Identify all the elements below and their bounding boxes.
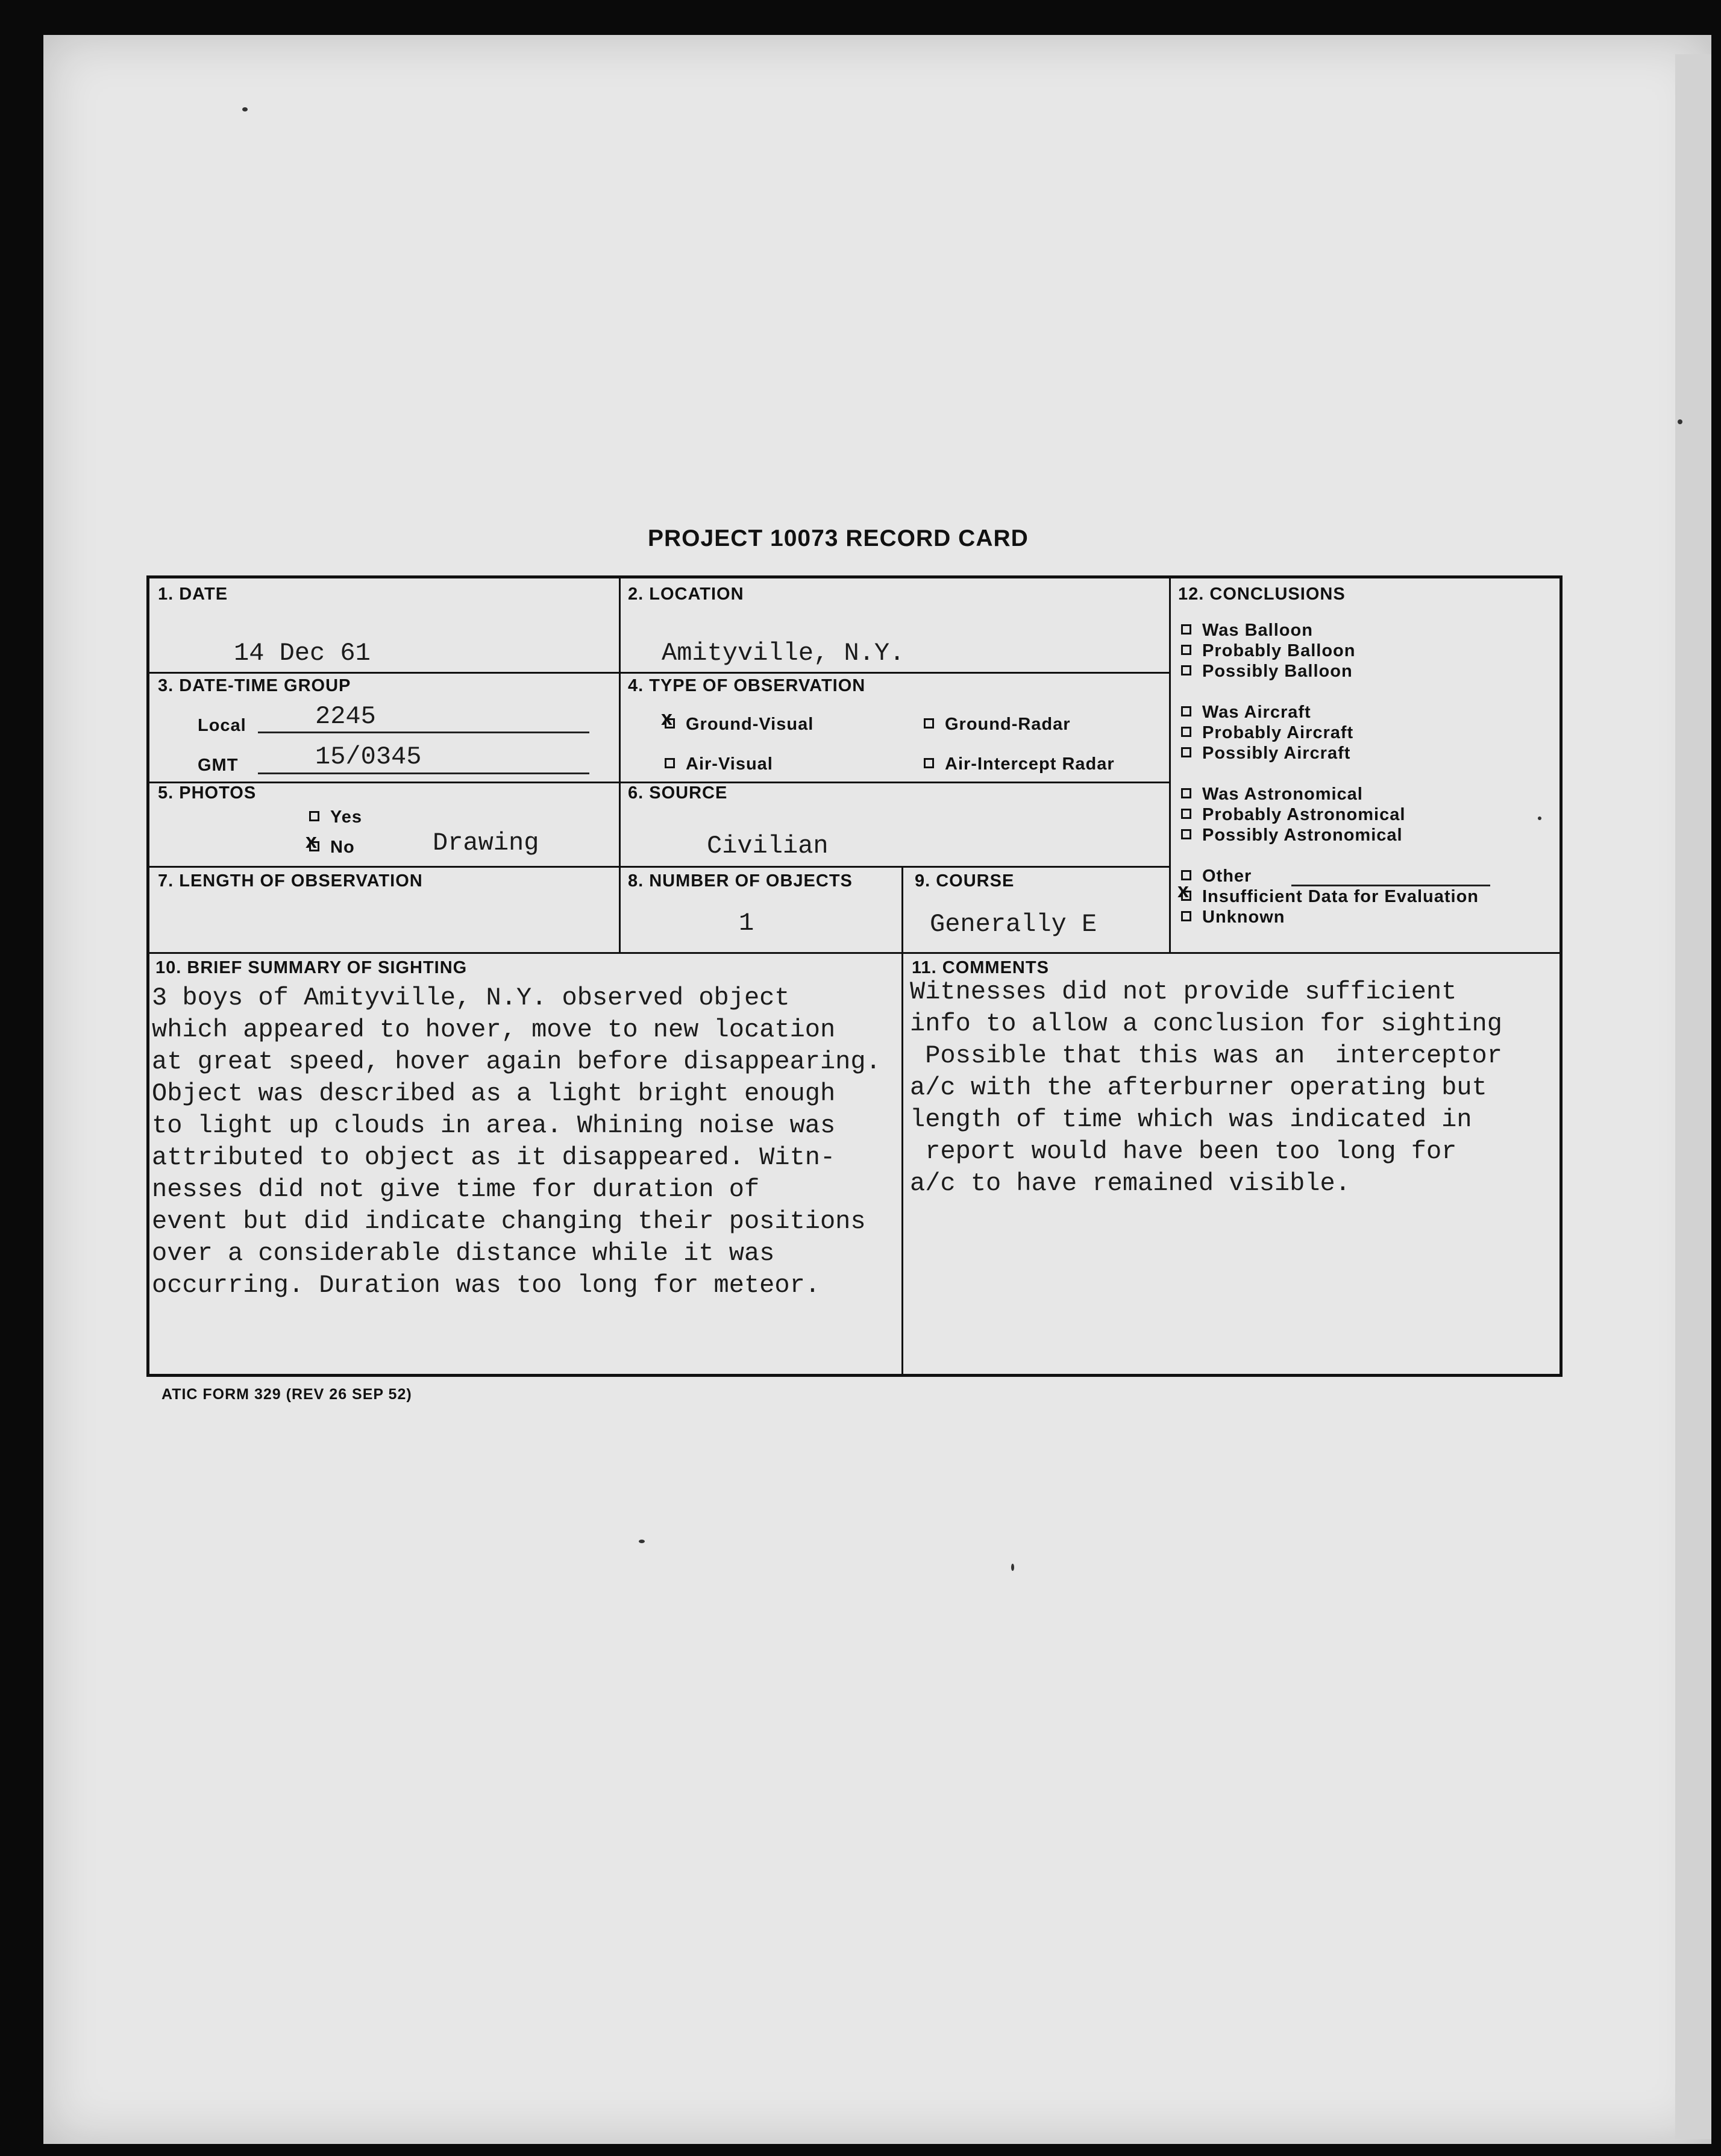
course-value: Generally E — [930, 910, 1097, 939]
date-label: 1. DATE — [158, 584, 228, 604]
gmt-underline — [258, 772, 589, 774]
conclusion-label: Was Astronomical — [1202, 785, 1363, 804]
conclusion-label: Probably Astronomical — [1202, 805, 1406, 824]
photos-label: 5. PHOTOS — [158, 783, 257, 803]
rule-row4 — [149, 952, 1560, 954]
rule-col3 — [901, 866, 903, 953]
option-label: Air-Visual — [686, 754, 773, 774]
photos-yes — [309, 807, 362, 827]
conclusion-option-other — [1181, 866, 1252, 886]
dust-speck — [242, 107, 248, 111]
source-value: Civilian — [707, 832, 829, 860]
local-value: 2245 — [315, 702, 376, 731]
conclusion-label: Was Balloon — [1202, 621, 1313, 640]
rule-row1 — [149, 672, 1170, 674]
dust-speck — [639, 1540, 645, 1543]
record-card — [146, 575, 1563, 1377]
summary-line: which appeared to hover, move to new location — [152, 1015, 836, 1044]
number-of-objects-label: 8. NUMBER OF OBJECTS — [628, 871, 853, 891]
checkbox-icon — [665, 718, 675, 729]
option-air-intercept-radar — [924, 754, 1115, 774]
conclusion-option — [1181, 785, 1363, 804]
checkbox-icon — [1181, 891, 1191, 901]
dust-speck — [1011, 1564, 1014, 1571]
conclusion-label: Probably Aircraft — [1202, 723, 1354, 742]
date-value: 14 Dec 61 — [234, 639, 371, 668]
location-label: 2. LOCATION — [628, 584, 744, 604]
checkbox-icon — [1181, 747, 1191, 757]
rule-col1 — [619, 578, 621, 953]
summary-line: to light up clouds in area. Whining noise was — [152, 1111, 836, 1140]
checkbox-icon — [309, 811, 319, 821]
conclusion-label: Probably Balloon — [1202, 641, 1356, 660]
option-ground-radar — [924, 715, 1071, 735]
date-time-group-label: 3. DATE-TIME GROUP — [158, 676, 351, 695]
comments-line: Possible that this was an interceptor — [910, 1041, 1502, 1070]
option-label: Ground-Visual — [686, 715, 814, 734]
conclusion-label: Possibly Aircraft — [1202, 744, 1351, 763]
summary-line: attributed to object as it disappeared. Witn- — [152, 1143, 836, 1172]
checkbox-icon — [1181, 809, 1191, 819]
conclusions-label: 12. CONCLUSIONS — [1178, 584, 1346, 604]
card-title: PROJECT 10073 RECORD CARD — [648, 525, 1029, 551]
number-of-objects-value: 1 — [739, 909, 754, 938]
checkbox-icon — [1181, 706, 1191, 716]
comments-label: 11. COMMENTS — [912, 958, 1049, 977]
checkbox-icon — [1181, 788, 1191, 798]
summary-line: over a considerable distance while it was — [152, 1239, 775, 1268]
conclusion-option — [1181, 744, 1350, 763]
checkbox-icon — [665, 758, 675, 768]
summary-line: event but did indicate changing their positions — [152, 1207, 866, 1236]
conclusion-option — [1181, 662, 1353, 682]
checkbox-icon — [924, 718, 934, 729]
conclusion-label: Unknown — [1202, 907, 1285, 927]
course-label: 9. COURSE — [915, 871, 1015, 891]
conclusion-label: Was Aircraft — [1202, 703, 1311, 722]
conclusion-option-insufficient — [1181, 887, 1479, 907]
photos-note: Drawing — [433, 829, 539, 857]
conclusion-label: Possibly Astronomical — [1202, 826, 1403, 845]
checkbox-icon — [1181, 665, 1191, 675]
conclusion-label: Possibly Balloon — [1202, 662, 1353, 681]
other-underline — [1291, 885, 1490, 886]
photos-no — [309, 838, 355, 857]
option-label: Air-Intercept Radar — [945, 754, 1115, 774]
summary-line: at great speed, hover again before disappearing. — [152, 1047, 881, 1076]
comments-line: a/c with the afterburner operating but — [910, 1073, 1487, 1102]
checkbox-icon — [1181, 727, 1191, 737]
comments-line: length of time which was indicated in — [910, 1105, 1472, 1134]
conclusion-option — [1181, 805, 1405, 825]
rule-col-comments — [901, 952, 903, 1374]
conclusion-option — [1181, 907, 1285, 927]
checkbox-icon — [309, 841, 319, 851]
conclusion-label: Other — [1202, 866, 1252, 886]
source-label: 6. SOURCE — [628, 783, 728, 803]
summary-line: 3 boys of Amityville, N.Y. observed object — [152, 983, 790, 1012]
dust-speck — [1678, 419, 1682, 424]
conclusion-option — [1181, 621, 1313, 641]
summary-line: nesses did not give time for duration of — [152, 1175, 760, 1204]
local-label: Local — [198, 716, 246, 735]
summary-line: Object was described as a light bright enough — [152, 1079, 836, 1108]
comments-line: report would have been too long for — [910, 1137, 1457, 1166]
checkbox-icon — [924, 758, 934, 768]
comments-line: Witnesses did not provide sufficient — [910, 977, 1457, 1006]
conclusion-option — [1181, 703, 1311, 722]
comments-line: info to allow a conclusion for sighting — [910, 1009, 1502, 1038]
option-ground-visual — [665, 715, 813, 735]
type-of-observation-label: 4. TYPE OF OBSERVATION — [628, 676, 866, 695]
conclusion-label: Insufficient Data for Evaluation — [1202, 887, 1479, 906]
photos-yes-label: Yes — [330, 807, 362, 827]
paper-edge — [1675, 54, 1711, 2139]
conclusion-option — [1181, 826, 1403, 845]
conclusion-option — [1181, 723, 1353, 743]
checkbox-icon — [1181, 624, 1191, 635]
location-value: Amityville, N.Y. — [662, 639, 905, 668]
summary-line: occurring. Duration was too long for meteor. — [152, 1271, 820, 1300]
form-number: ATIC FORM 329 (REV 26 SEP 52) — [161, 1386, 412, 1403]
option-label: Ground-Radar — [945, 715, 1071, 734]
photos-no-label: No — [330, 838, 355, 857]
gmt-label: GMT — [198, 756, 239, 775]
summary-text — [152, 982, 881, 1302]
checkbox-icon — [1181, 829, 1191, 839]
rule-col2 — [1169, 578, 1171, 953]
comments-text — [910, 976, 1502, 1200]
option-air-visual — [665, 754, 773, 774]
length-of-observation-label: 7. LENGTH OF OBSERVATION — [158, 871, 423, 891]
rule-row3 — [149, 866, 1170, 868]
comments-line: a/c to have remained visible. — [910, 1169, 1350, 1198]
local-underline — [258, 732, 589, 733]
conclusion-option — [1181, 641, 1355, 661]
checkbox-icon — [1181, 645, 1191, 655]
summary-label: 10. BRIEF SUMMARY OF SIGHTING — [155, 958, 468, 977]
gmt-value: 15/0345 — [315, 742, 422, 771]
checkbox-icon — [1181, 911, 1191, 921]
